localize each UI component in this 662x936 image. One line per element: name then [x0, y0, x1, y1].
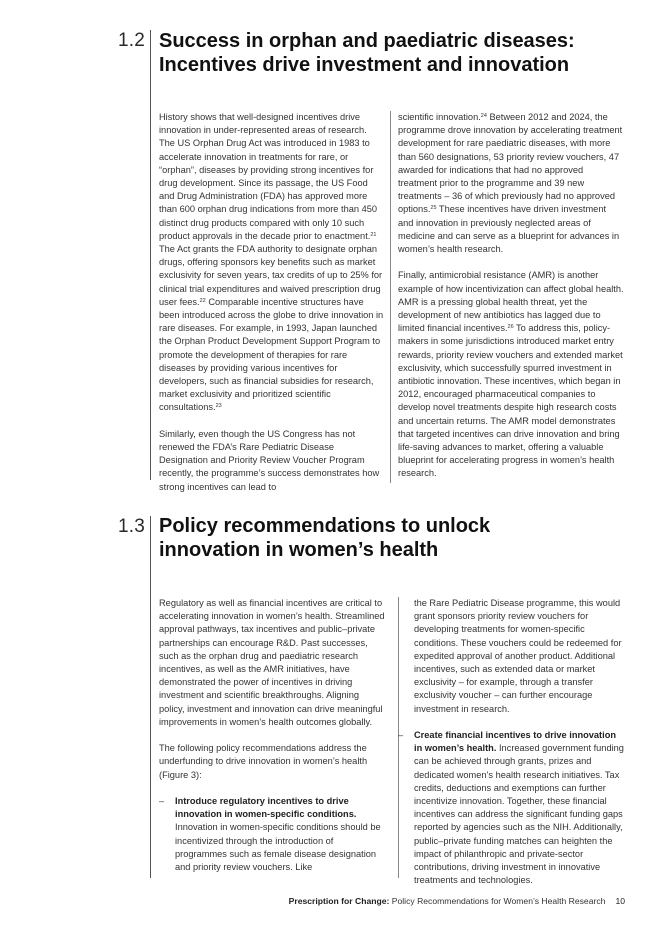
paragraph: Regulatory as well as financial incentives are critical to accelerating innovation in women’s health. Streamlined approval pathways, tax incentives and public–private partnerships can encourage R&D. Past successes, such as the orphan drug and paediatric research incentives, as well as the AMR initiatives, have demonstrated the power of incentives in driving investment and scientific breakthroughs. Aligning policy, investment and innovation can drive meaningful improvements in women’s health outcomes globally. [159, 598, 385, 727]
section-title [159, 29, 575, 77]
recommendation-heading: Create financial incentives to drive innovation in women’s health. [414, 730, 617, 754]
footer-report-subtitle: Policy Recommendations for Women’s Health Research [389, 896, 606, 906]
section-title-line: Incentives drive investment and innovation [159, 54, 570, 76]
page-number: 10 [615, 896, 625, 906]
page-footer [0, 896, 625, 906]
body-column-right [398, 597, 626, 901]
footer-report-name: Prescription for Change: [288, 896, 390, 906]
section-title-line: innovation in women’s health [159, 539, 439, 561]
paragraph: scientific innovation.$^{24}$ Between 2012 and 2024, the programme drove innovation by accelerating treatment development for rare paediatric diseases, with more than 560 designations, 53 priority review vouchers, 47 awarded for indications that had no approved treatment prior to the programme and 39 new treatments – 36 of which previously had no approved options.$^{25}$ These incentives have driven investment and innovation in previously neglected areas of medicine and can serve as a blueprint for advances in women’s health research. [398, 112, 623, 255]
bullet-dash: – [159, 796, 165, 807]
body-column-left [159, 597, 385, 887]
paragraph: The following policy recommendations address the underfunding to drive innovation in women’s health (Figure 3): [159, 743, 368, 780]
paragraph: Similarly, even though the US Congress has not renewed the FDA’s Rare Pediatric Disease Designation and Priority Review Voucher Program recently, the programme’s success demonstrates how strong incentives can lead to [159, 428, 380, 492]
paragraph: the Rare Pediatric Disease programme, this would grant sponsors priority review vouchers for developing treatments for women-specific conditions. These vouchers could be redeemed for expedited approval of another product. Additional incentives, such as extended data or market exclusivity – for example, through a transfer exclusivity voucher – can further encourage investment in research. [414, 598, 622, 714]
section-number: 1.3 [118, 516, 146, 537]
section-title [159, 514, 490, 562]
section-divider [150, 30, 151, 480]
body-column-left [159, 111, 385, 494]
recommendation-item [159, 795, 385, 874]
recommendation-text: Increased government funding can be achieved through grants, prizes and dedicated women’s health research initiatives. Tax credits, deductions and exemptions can further incentivize innovation. Together, these financial incentives can address the significant funding gaps reported by agencies such as the NIH. Additionally, public–private funding matches can heighten the impact of philanthropic and private-sector contributions, driving investment in innovative treatments and technologies. [414, 743, 624, 886]
recommendation-text: Innovation in women-specific conditions should be incentivized through the introduction of programmes such as female disease designation and priority review vouchers. Like [175, 822, 381, 873]
bullet-dash: – [398, 730, 404, 741]
body-column-right [398, 111, 624, 481]
recommendation-heading: Introduce regulatory incentives to drive innovation in women-specific conditions. [175, 796, 357, 820]
section-divider [150, 516, 151, 878]
paragraph: Finally, antimicrobial resistance (AMR) is another example of how incentivization can affect global health. AMR is a pressing global health threat, yet the development of new antibiotics has lagged due to limited financial incentives.$^{26}$ To address this, policy-makers in some jurisdictions introduced market entry rewards, priority review vouchers and extended market exclusivity, which successfully spurred investment in antibiotic innovation. These incentives, which began in 2012, encouraged pharmaceutical companies to develop novel treatments despite high research costs and uncertain returns. The AMR model demonstrates that targeted incentives can drive innovation and bring life-saving advances to market, offering a valuable blueprint for accelerating progress in women’s health research. [398, 270, 624, 479]
column-divider [390, 111, 391, 483]
recommendation-item [398, 729, 626, 887]
section-number: 1.2 [118, 30, 146, 51]
section-title-line: Success in orphan and paediatric diseases: [159, 30, 575, 52]
paragraph: History shows that well-designed incentives drive innovation in under-represented areas of research. The US Orphan Drug Act was introduced in 1983 to accelerate innovation in treatments for rare, or “orphan”, diseases by providing strong incentives for drug development. Since its passage, the US Food and Drug Administration (FDA) has approved more than 600 orphan drug indications from more than 450 distinct drug products compared with only 10 such product approvals in the decade prior to enactment.$^{21}$ The Act grants the FDA authority to designate orphan drugs, offering sponsors key benefits such as market exclusivity for seven years, tax credits of up to 25% for clinical trial expenditures and waived prescription drug user fees.$^{22}$ Comparable incentive structures have been introduced across the globe to drive innovation in rare diseases. For example, in 1993, Japan launched the Orphan Product Development Support Program to promote the development of therapies for rare diseases by providing various incentives for developers, such as financial subsidies for research, market exclusivity and prioritized scientific consultations.$^{23}$ [159, 112, 384, 413]
section-title-line: Policy recommendations to unlock [159, 515, 491, 537]
